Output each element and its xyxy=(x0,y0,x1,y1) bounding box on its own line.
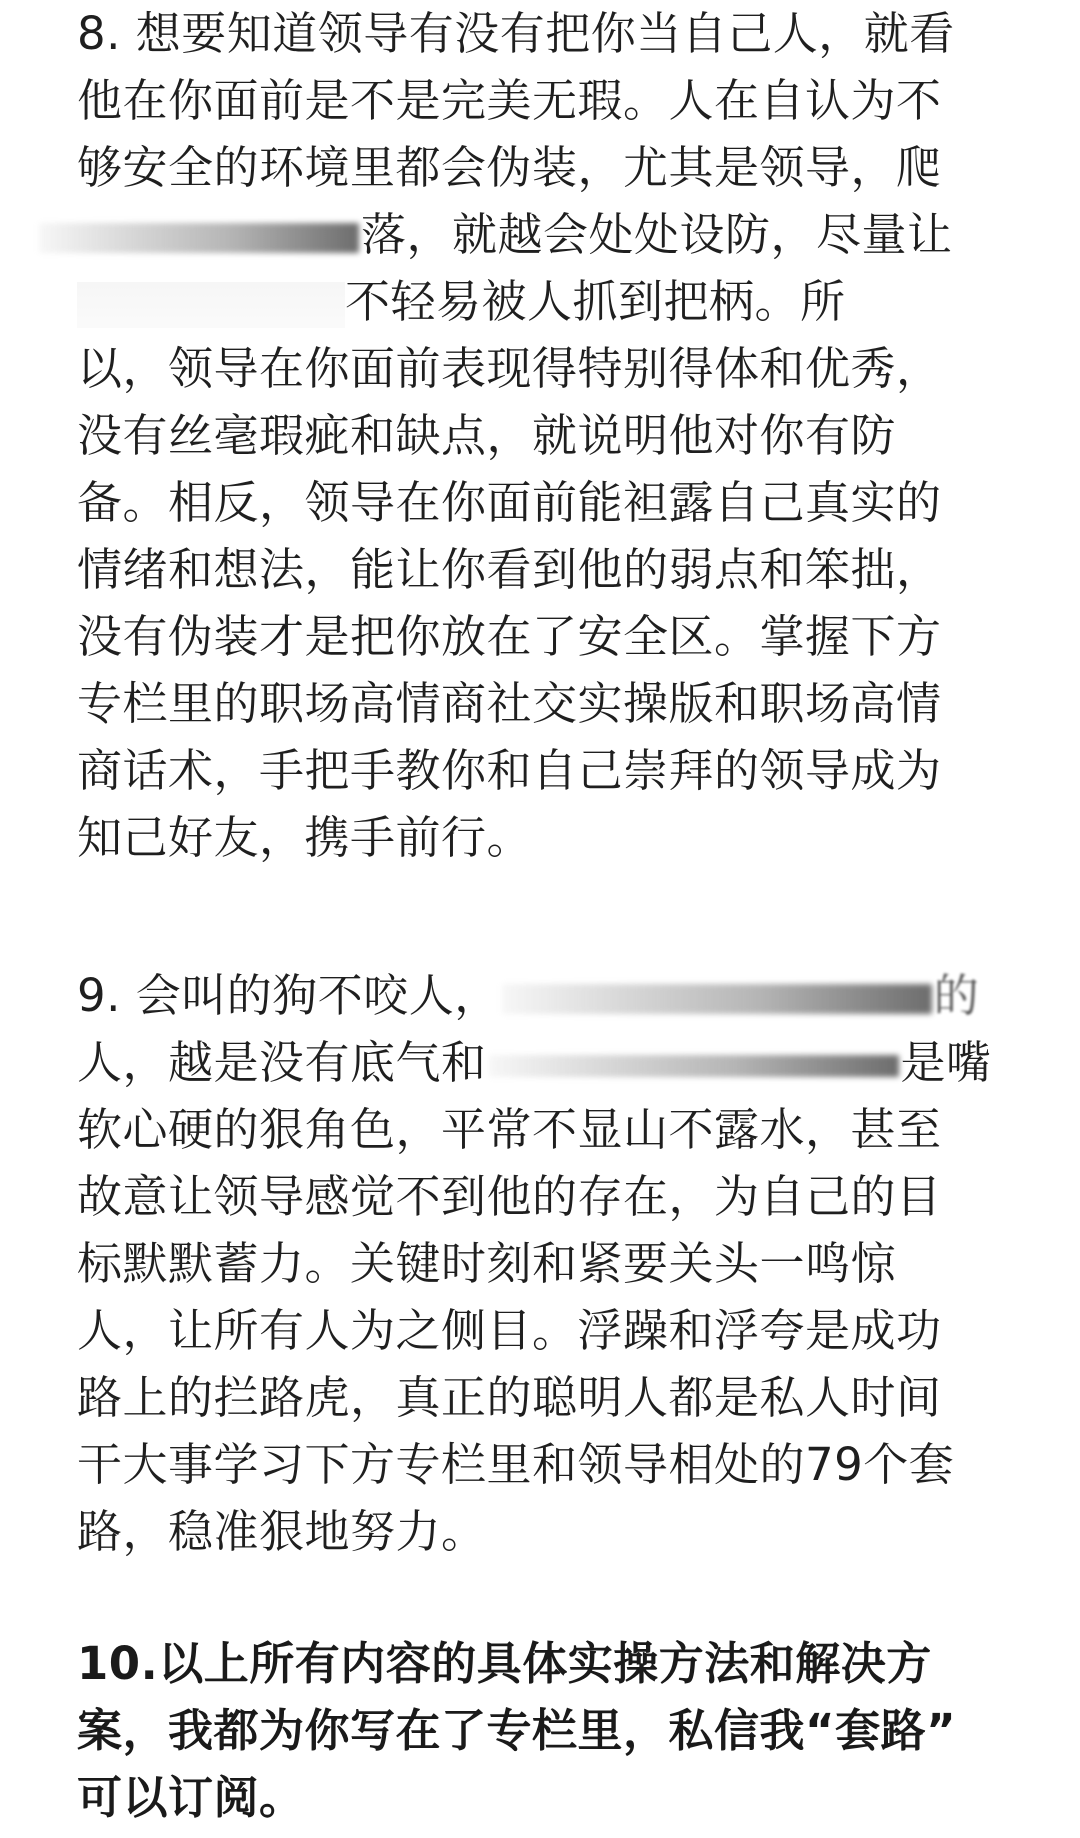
text-segment: 落，就越会处处设防，尽量让 xyxy=(361,208,953,261)
text-line-redacted xyxy=(77,962,1037,1029)
text-line: 路，稳准狠地努力。 xyxy=(77,1505,487,1558)
text-line: 8. 想要知道领导有没有把你当自己人，就看 xyxy=(77,7,955,60)
text-line: 知己好友，携手前行。 xyxy=(77,811,533,864)
paragraph-10 xyxy=(77,1630,1037,1831)
text-line: 干大事学习下方专栏里和领导相处的79个套 xyxy=(77,1438,955,1491)
text-segment: 9. 会叫的狗不咬人， xyxy=(77,969,500,1022)
text-line: 没有伪装才是把你放在了安全区。掌握下方 xyxy=(77,610,942,663)
text-line: 软心硬的狠角色，平常不显山不露水，甚至 xyxy=(77,1103,942,1156)
text-line: 备。相反，领导在你面前能袒露自己真实的 xyxy=(77,476,942,529)
text-line: 情绪和想法，能让你看到他的弱点和笨拙， xyxy=(77,543,942,596)
text-segment: 的 xyxy=(933,969,980,1022)
redaction-blur xyxy=(77,282,345,328)
text-line: 够安全的环境里都会伪装，尤其是领导，爬 xyxy=(77,141,942,194)
text-segment: 是嘴 xyxy=(900,1036,992,1089)
redaction-blur xyxy=(502,984,932,1014)
text-segment: 不轻易被人抓到把柄。所 xyxy=(345,275,846,328)
text-segment: 人，越是没有底气和 xyxy=(77,1036,487,1089)
text-line: 10.以上所有内容的具体实操方法和解决方 xyxy=(77,1637,932,1690)
paragraph-9 xyxy=(77,962,1037,1565)
redaction-blur xyxy=(489,1055,899,1077)
text-line: 案，我都为你写在了专栏里，私信我“套路” xyxy=(77,1704,957,1757)
text-line: 人，让所有人为之侧目。浮躁和浮夸是成功 xyxy=(77,1304,942,1357)
text-line: 专栏里的职场高情商社交实操版和职场高情 xyxy=(77,677,942,730)
text-line: 没有丝毫瑕疵和缺点，就说明他对你有防 xyxy=(77,409,897,462)
text-line: 他在你面前是不是完美无瑕。人在自认为不 xyxy=(77,74,942,127)
text-line-redacted xyxy=(77,1029,1037,1096)
text-line: 标默默蓄力。关键时刻和紧要关头一鸣惊 xyxy=(77,1237,897,1290)
paragraph-8 xyxy=(77,0,1037,871)
text-line: 故意让领导感觉不到他的存在，为自己的目 xyxy=(77,1170,942,1223)
text-line: 路上的拦路虎，真正的聪明人都是私人时间 xyxy=(77,1371,942,1424)
text-line-redacted xyxy=(77,201,1037,268)
text-line: 以，领导在你面前表现得特别得体和优秀， xyxy=(77,342,942,395)
redaction-blur xyxy=(39,223,359,253)
text-line-redacted xyxy=(77,268,1037,335)
text-line: 商话术，手把手教你和自己崇拜的领导成为 xyxy=(77,744,942,797)
text-line: 可以订阅。 xyxy=(77,1771,305,1824)
